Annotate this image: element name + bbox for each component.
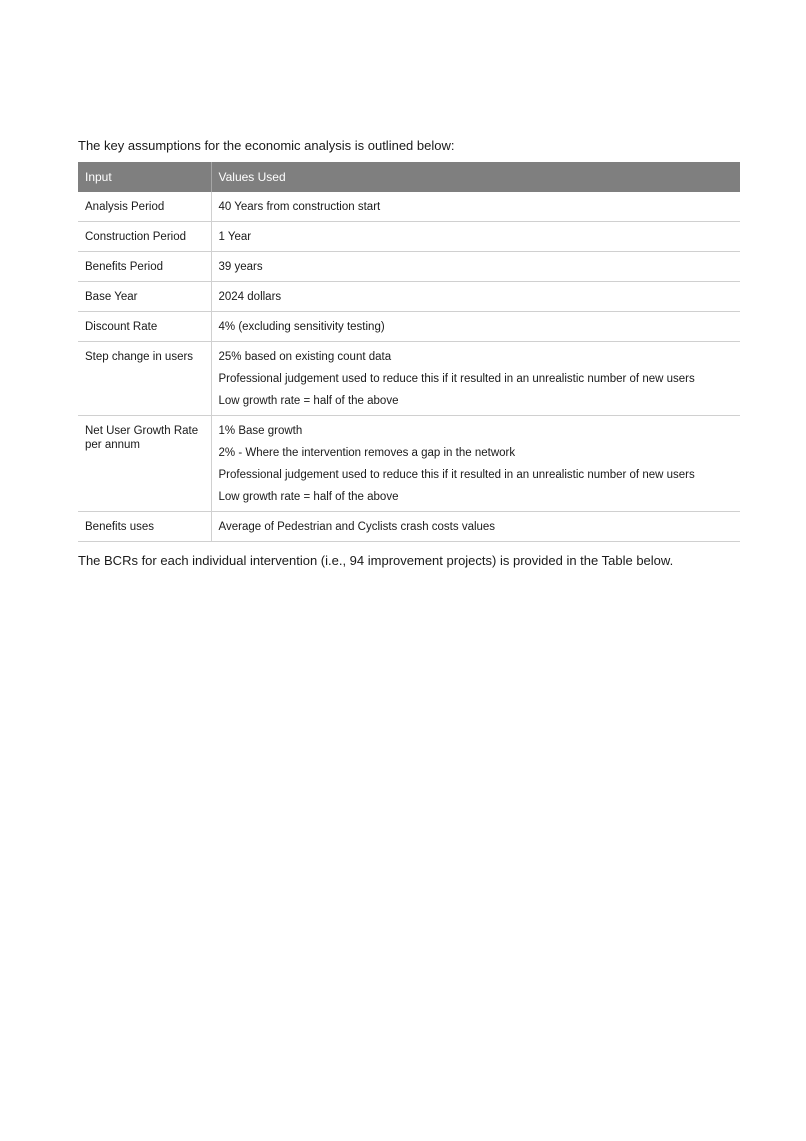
value-line: 2% - Where the intervention removes a gap in the network xyxy=(218,447,516,459)
table-row xyxy=(78,312,740,342)
row-label: Benefits uses xyxy=(78,512,211,542)
row-value xyxy=(211,192,740,222)
row-value xyxy=(211,252,740,282)
row-value xyxy=(211,312,740,342)
row-value xyxy=(211,342,740,416)
value-line: Professional judgement used to reduce this if it resulted in an unrealistic number of new users xyxy=(218,373,695,385)
value-line: Average of Pedestrian and Cyclists crash costs values xyxy=(218,521,496,533)
row-label: Benefits Period xyxy=(78,252,211,282)
outro-paragraph: The BCRs for each individual intervention (i.e., 94 improvement projects) is provided in the Table below. xyxy=(78,553,674,568)
row-label: Analysis Period xyxy=(78,192,211,222)
row-label: Net User Growth Rate per annum xyxy=(78,416,211,512)
value-line: 4% (excluding sensitivity testing) xyxy=(218,321,385,333)
row-label: Base Year xyxy=(78,282,211,312)
value-line: Low growth rate = half of the above xyxy=(218,491,399,503)
row-value xyxy=(211,222,740,252)
table-header-row xyxy=(78,162,740,192)
table-row xyxy=(78,192,740,222)
row-label: Construction Period xyxy=(78,222,211,252)
value-line: 39 years xyxy=(218,261,263,273)
table-row xyxy=(78,252,740,282)
table-row xyxy=(78,342,740,416)
row-value xyxy=(211,512,740,542)
value-line: Low growth rate = half of the above xyxy=(218,395,399,407)
header-values-used: Values Used xyxy=(211,162,740,192)
value-line: 2024 dollars xyxy=(218,291,282,303)
header-input: Input xyxy=(78,162,211,192)
assumptions-table xyxy=(78,162,740,542)
value-line: 1 Year xyxy=(218,231,252,243)
value-line: Professional judgement used to reduce this if it resulted in an unrealistic number of new users xyxy=(218,469,695,481)
table-row xyxy=(78,282,740,312)
table-row xyxy=(78,416,740,512)
value-line: 1% Base growth xyxy=(218,425,303,437)
table-row xyxy=(78,222,740,252)
row-label: Discount Rate xyxy=(78,312,211,342)
row-label: Step change in users xyxy=(78,342,211,416)
value-line: 25% based on existing count data xyxy=(218,351,392,363)
table-row xyxy=(78,512,740,542)
intro-paragraph: The key assumptions for the economic analysis is outlined below: xyxy=(78,138,455,153)
row-value xyxy=(211,416,740,512)
value-line: 40 Years from construction start xyxy=(218,201,381,213)
row-value xyxy=(211,282,740,312)
